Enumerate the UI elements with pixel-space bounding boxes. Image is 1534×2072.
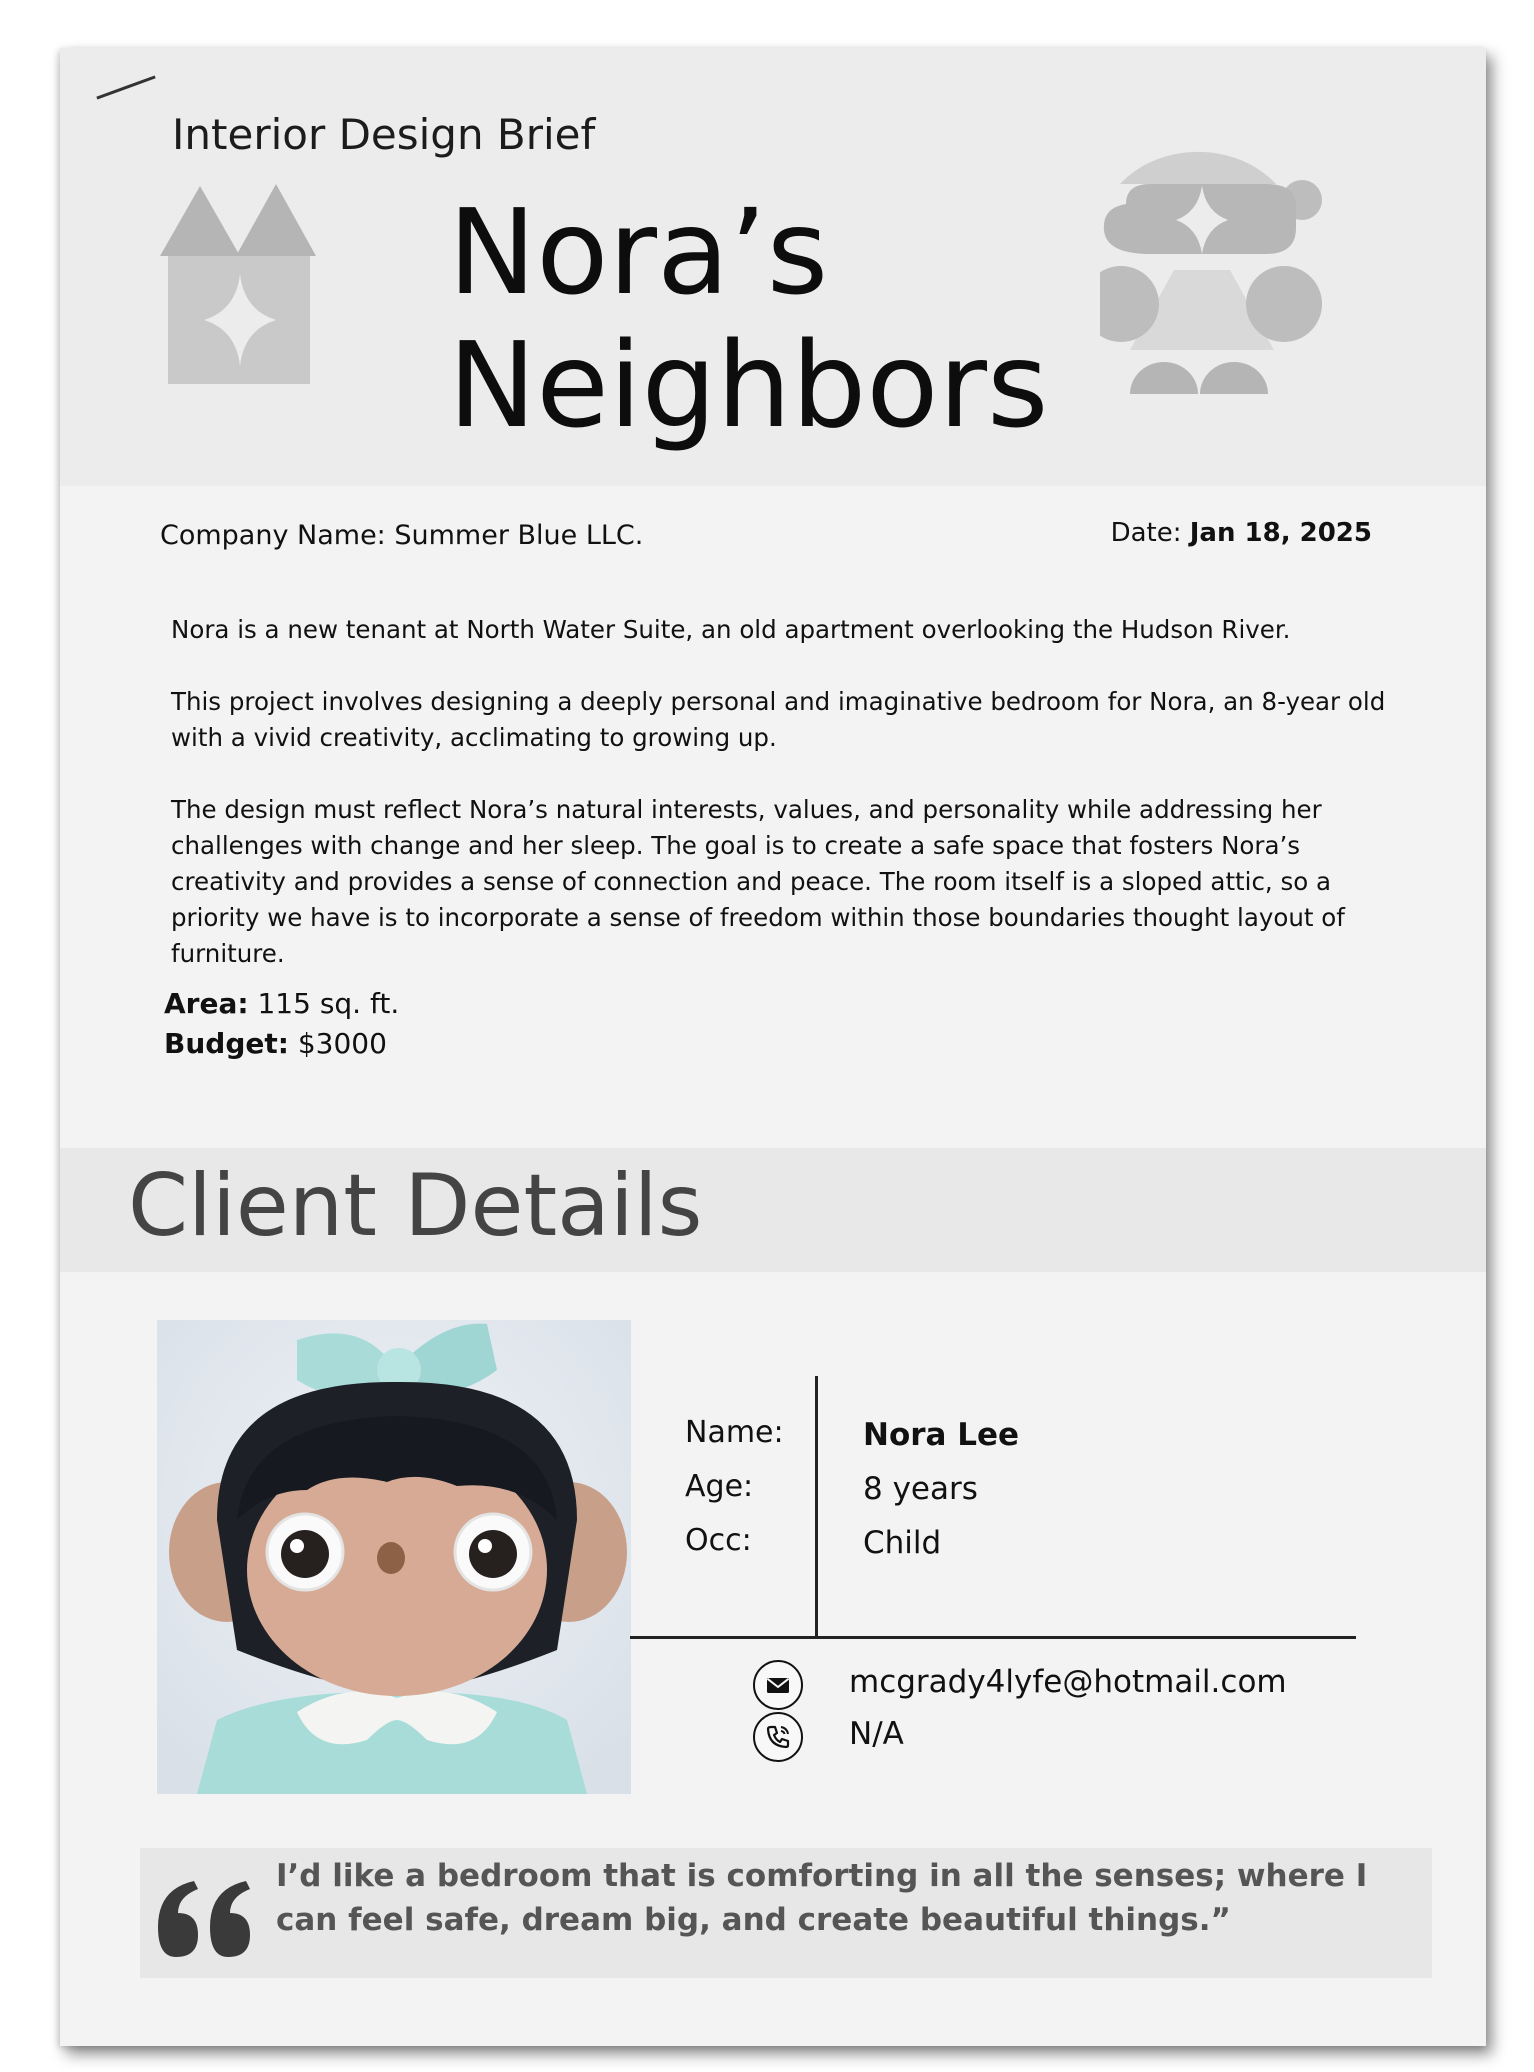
client-age: 8 years — [863, 1471, 978, 1507]
client-photo — [157, 1320, 631, 1794]
date-value: Jan 18, 2025 — [1189, 518, 1372, 548]
client-name: Nora Lee — [863, 1417, 1020, 1453]
title-line-2: Neighbors — [448, 316, 1049, 454]
brief-page — [60, 48, 1486, 2046]
area-value: 115 sq. ft. — [257, 987, 400, 1020]
age-label: Age: — [685, 1469, 754, 1504]
client-quote: I’d like a bedroom that is comforting in all the senses; where I can feel safe, dream big, and create beautiful things.” — [276, 1858, 1368, 1938]
company-name: Company Name: Summer Blue LLC. — [160, 520, 644, 551]
info-divider-vertical — [815, 1376, 818, 1638]
date — [1111, 518, 1372, 548]
area-row — [164, 984, 399, 1024]
description-paragraph: Nora is a new tenant at North Water Suite, an old apartment overlooking the Hudson River. — [171, 615, 1291, 644]
client-labels — [685, 1406, 784, 1568]
project-description — [171, 612, 1411, 1008]
name-label: Name: — [685, 1415, 784, 1450]
area-label: Area: — [164, 987, 249, 1020]
date-label: Date: — [1110, 518, 1182, 548]
phone-icon — [753, 1712, 803, 1762]
client-occupation: Child — [863, 1525, 942, 1561]
envelope-icon — [753, 1660, 803, 1710]
budget-row — [164, 1024, 399, 1064]
description-paragraph: The design must reflect Nora’s natural interests, values, and personality while addressing her challenges with change and her sleep. The goal is to create a safe space that fosters Nora’s creativity and provides a sense of connection and peace. The room itself is a sloped attic, so a priority we have is to incorporate a sense of freedom within those boundaries thought layout of furniture. — [171, 795, 1345, 968]
project-specs — [164, 984, 399, 1064]
client-email[interactable]: mcgrady4lyfe@hotmail.com — [849, 1664, 1287, 1700]
quote-mark-icon — [154, 1881, 254, 1957]
occ-label: Occ: — [685, 1523, 752, 1558]
meta-row — [60, 518, 1486, 558]
girl-illustration — [1100, 104, 1340, 424]
page-title — [448, 183, 1049, 454]
info-divider-horizontal — [630, 1636, 1356, 1639]
budget-value: $3000 — [297, 1027, 387, 1060]
client-values — [863, 1408, 1019, 1570]
client-phone: N/A — [849, 1716, 904, 1752]
title-line-1: Nora’s — [448, 183, 829, 321]
document-subtitle: Interior Design Brief — [172, 110, 596, 159]
section-title-client-details: Client Details — [128, 1156, 703, 1256]
description-paragraph: This project involves designing a deeply personal and imaginative bedroom for Nora, an 8-year old with a vivid creativity, acclimating to growing up. — [171, 687, 1386, 752]
house-illustration — [160, 180, 330, 420]
budget-label: Budget: — [164, 1027, 289, 1060]
